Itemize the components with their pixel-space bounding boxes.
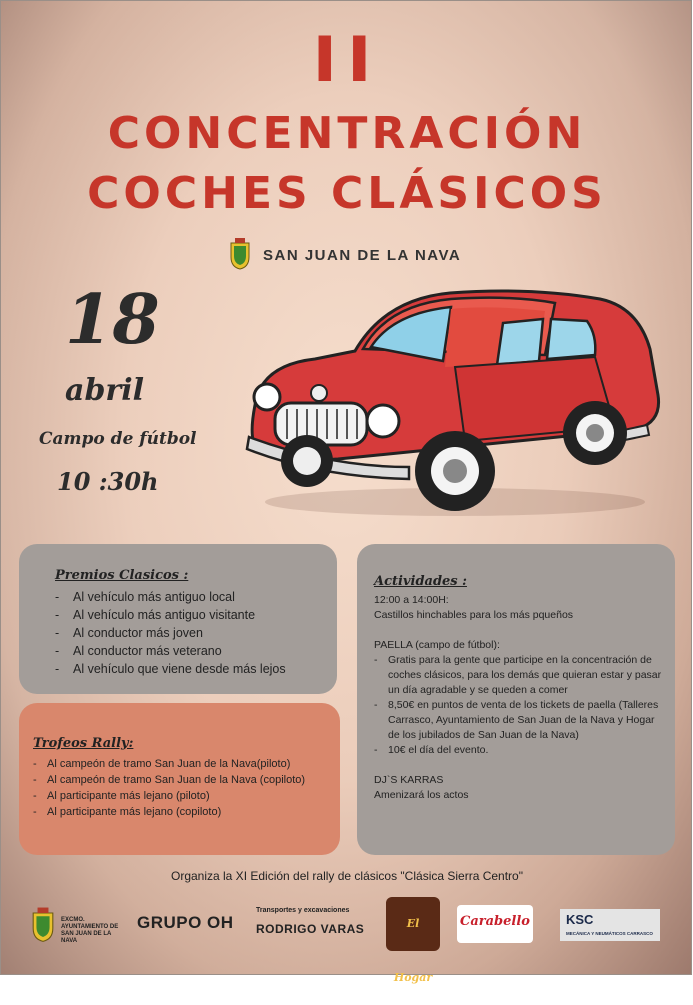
event-venue: Campo de fútbol [39, 429, 197, 449]
classic-car-illustration [245, 287, 655, 523]
list-item: - Al campeón de tramo San Juan de la Nava (copiloto) [33, 772, 305, 788]
event-day: 18 [65, 280, 160, 360]
transportes-name: RODRIGO VARAS [256, 922, 365, 936]
rodrigo-varas-logo [256, 907, 366, 936]
rally-heading: Trofeos Rally: [33, 736, 134, 751]
transportes-subtitle: Transportes y excavaciones [256, 907, 350, 914]
list-item: - Al campeón de tramo San Juan de la Nava(piloto) [33, 756, 305, 772]
carabello-text: Carabello [460, 914, 530, 929]
organizer-note: Organiza la XI Edición del rally de clásicos "Clásica Sierra Centro" [170, 869, 523, 883]
activities-panel [357, 544, 675, 855]
list-item: - Al conductor más joven [55, 624, 286, 642]
dj-note: Amenizará los actos [374, 789, 469, 801]
ayuntamiento-text: EXCMO. AYUNTAMIENTO DE SAN JUAN DE LA NAVA [61, 917, 119, 944]
list-item: - Al participante más lejano (piloto) [33, 788, 305, 804]
title-line-2: COCHES CLÁSICOS [87, 168, 607, 219]
carabello-logo [457, 905, 533, 943]
town-crest-icon [229, 237, 251, 271]
grupo-oh-logo: GRUPO OH [137, 913, 234, 932]
event-month: abril [65, 373, 145, 408]
ksc-subtitle: MECÁNICA Y NEUMÁTICOS CARRASCO [566, 931, 653, 936]
town-name: SAN JUAN DE LA NAVA [263, 247, 462, 264]
rally-list [33, 756, 305, 820]
list-item: - 10€ el día del evento. [374, 743, 666, 758]
list-item: - 8,50€ en puntos de venta de los tickets de paella (Talleres Carrasco, Ayuntamiento de San Juan de la Nava y Hogar de los jubilados de San Juan de la Nava) [374, 698, 666, 743]
paella-title: PAELLA (campo de fútbol): [374, 639, 500, 651]
list-item: - Gratis para la gente que participe en la concentración de coches clásicos, para los demás que quieran estar y pasar un día agradable y se queden a comer [374, 653, 666, 698]
title-line-1: CONCENTRACIÓN [107, 108, 587, 159]
list-item: - Al vehículo más antiguo local [55, 588, 286, 606]
ksc-text: KSC [566, 912, 594, 927]
event-time: 10 :30h [57, 467, 159, 496]
activities-castles: Castillos hinchables para los más pqueños [374, 609, 574, 621]
activities-time: 12:00 a 14:00H: [374, 594, 449, 606]
prizes-heading: Premios Clasicos : [55, 568, 189, 583]
ksc-logo [560, 909, 660, 941]
list-item: - Al participante más lejano (copiloto) [33, 804, 305, 820]
crest-icon [31, 905, 55, 945]
ayuntamiento-logo [31, 905, 127, 949]
rally-trophies-panel [19, 703, 340, 855]
list-item: - Al vehículo que viene desde más lejos [55, 660, 286, 678]
paella-list [374, 653, 666, 758]
el-hogar-logo: El Hogar [386, 897, 440, 951]
prizes-panel [19, 544, 337, 694]
list-item: - Al vehículo más antiguo visitante [55, 606, 286, 624]
edition-number: II [312, 22, 382, 97]
dj-name: DJ`S KARRAS [374, 774, 444, 786]
list-item: - Al conductor más veterano [55, 642, 286, 660]
prizes-list [55, 588, 286, 678]
activities-heading: Actividades : [374, 574, 467, 589]
